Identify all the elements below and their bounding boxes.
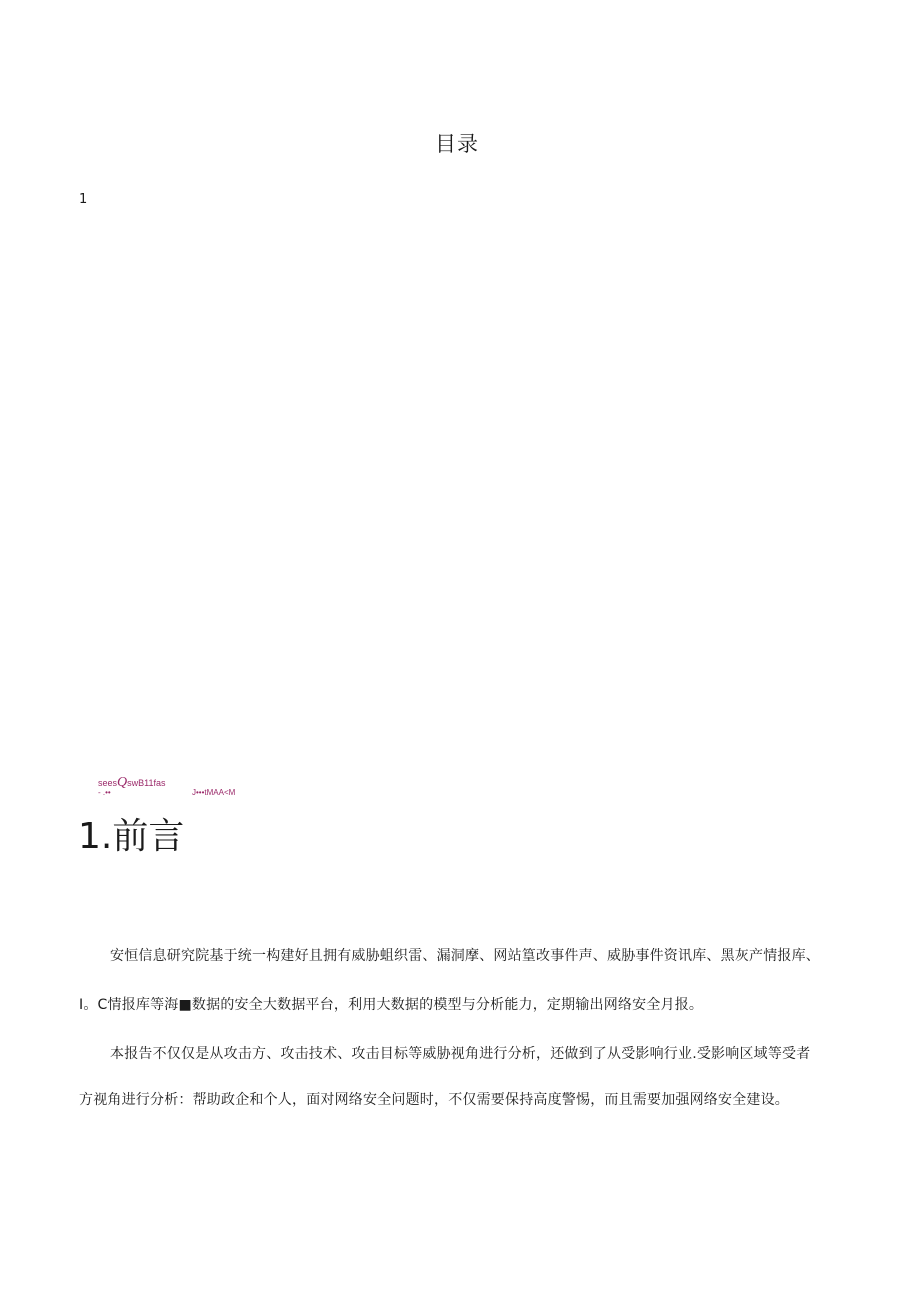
artifact-text-left: - .•• [98,788,111,797]
section-heading: 1.前言 [78,816,185,857]
artifact-text-b: swB11fas [127,778,166,788]
paragraph-1-line-2: I。C情报库等海■数据的安全大数据平台，利用大数据的模型与分析能力，定期输出网络安全月报。 [79,997,704,1013]
scan-artifact-text-2 [98,788,236,797]
paragraph-2-line-1: 本报告不仅仅是从攻击方、攻击技术、攻击目标等威胁视角进行分析，还做到了从受影响行业.受影响区域等受者 [110,1046,811,1062]
artifact-text-right: J•••tMAA<M [192,788,236,797]
paragraph-2-line-2: 方视角进行分析：帮助政企和个人，面对网络安全问题时，不仅需要保持高度警惕，而且需要加强网络安全建设。 [79,1092,789,1108]
toc-entry-number: 1 [79,192,88,207]
artifact-text-a: sees [98,778,118,788]
artifact-text-q: Q [117,775,128,790]
paragraph-1-line-1: 安恒信息研究院基于统一构建好且拥有威胁蛆织雷、漏洞摩、网站篁改事件声、威胁事件资讯库、黑灰产情报库、 [110,948,820,964]
toc-title: 目录 [435,132,479,156]
